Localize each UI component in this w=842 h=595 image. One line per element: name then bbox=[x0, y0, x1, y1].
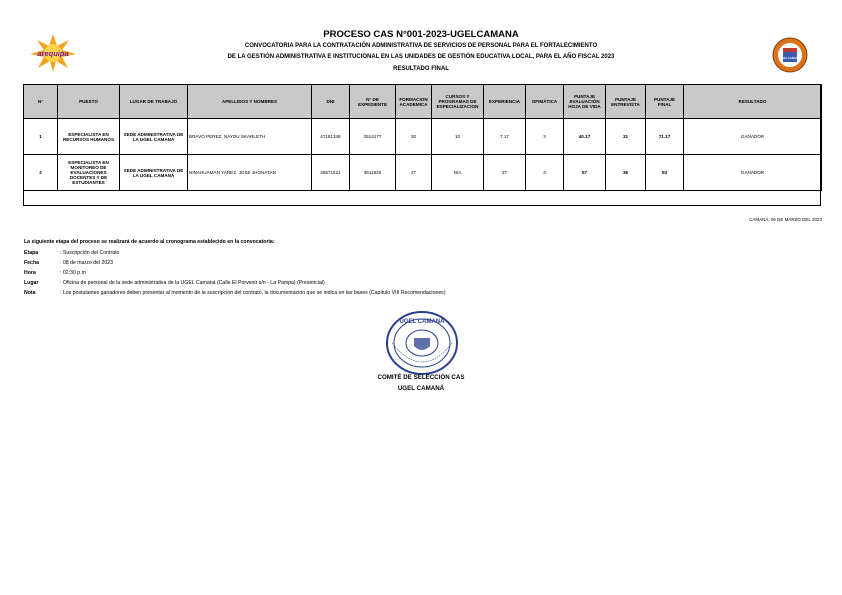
col-header-cursos: CURSOS Y PROGRAMAS DE ESPECIALIZACION bbox=[432, 85, 484, 119]
results-table bbox=[23, 84, 822, 191]
cell-resultado: GANADOR bbox=[684, 155, 822, 191]
col-header-apellidos: APELLIDOS Y NOMBRES bbox=[188, 85, 312, 119]
stage-value: : Suscripción del Contrato bbox=[60, 250, 120, 256]
time-value: : 02:30 p.m bbox=[60, 270, 86, 276]
cell-apellidos: NINAHUAMAN YAÑEZ, JOSE JHONATAN bbox=[188, 155, 312, 191]
cell-puntaje-final: 71.17 bbox=[646, 119, 684, 155]
committee-name: COMITÉ DE SELECCIÓN CAS bbox=[377, 374, 465, 381]
col-header-formacion: FORMACION ACADEMICA bbox=[396, 85, 432, 119]
cell-dni: 47191348 bbox=[312, 119, 350, 155]
table-row bbox=[24, 119, 822, 155]
time-label: Hora bbox=[24, 270, 36, 276]
date-value: : 08 de marzo del 2023 bbox=[60, 260, 114, 266]
cell-cursos: 10 bbox=[432, 119, 484, 155]
cell-number: 1 bbox=[24, 119, 58, 155]
cell-puesto: ESPECIALISTA EN MONITOREO DE EVALUACIONES DOCENTES Y DE ESTUDIANTES bbox=[58, 155, 120, 191]
cell-resultado: GANADOR bbox=[684, 119, 822, 155]
cell-puntaje-hoja: 40.17 bbox=[564, 119, 606, 155]
col-header-lugar: LUGAR DE TRABAJO bbox=[120, 85, 188, 119]
cell-puntaje-entrevista: 36 bbox=[606, 155, 646, 191]
stage-label: Etapa bbox=[24, 250, 39, 256]
arequipa-logo-text: arequipa bbox=[37, 49, 69, 58]
col-header-ofimatica: OFIMÁTICA bbox=[526, 85, 564, 119]
table-header-row bbox=[24, 85, 822, 119]
place-value: : Oficina de personal de la sede administrativa de la UGEL Camaná (Calle El Porvenir s/n - La Pampa) (Presencial) bbox=[60, 280, 325, 286]
cell-formacion: 20 bbox=[396, 119, 432, 155]
cell-formacion: 27 bbox=[396, 155, 432, 191]
cell-cursos: N/A bbox=[432, 155, 484, 191]
cell-experiencia: 27 bbox=[484, 155, 526, 191]
committee-org: UGEL CAMANÁ bbox=[397, 385, 445, 392]
col-header-dni: DNI bbox=[312, 85, 350, 119]
cell-dni: 46571521 bbox=[312, 155, 350, 191]
ugel-logo-text: UGEL CAMANÁ bbox=[780, 57, 800, 60]
col-header-puntaje-hoja: PUNTAJE EVALUACIÓN HOJA DE VIDA bbox=[564, 85, 606, 119]
place-label: Lugar bbox=[24, 280, 39, 286]
table-row bbox=[24, 155, 822, 191]
seal-text: UGEL CAMANÁ bbox=[399, 319, 445, 325]
subtitle-line-2: DE LA GESTIÓN ADMINISTRATIVA E INSTITUCIONAL EN LAS UNIDADES DE GESTIÓN EDUCATIVA LOCAL, PARA EL AÑO FISCAL 2023 bbox=[227, 54, 615, 60]
col-header-puesto: PUESTO bbox=[58, 85, 120, 119]
next-stage-intro: La siguiente etapa del proceso se realizará de acuerdo al cronograma establecido en la convocatoria: bbox=[24, 239, 275, 245]
cell-puntaje-entrevista: 31 bbox=[606, 119, 646, 155]
note-label: Nota bbox=[24, 290, 36, 296]
col-header-puntaje-final: PUNTAJE FINAL bbox=[646, 85, 684, 119]
cell-experiencia: 7.17 bbox=[484, 119, 526, 155]
cell-number: 2 bbox=[24, 155, 58, 191]
cell-puntaje-final: 93 bbox=[646, 155, 684, 191]
cell-expediente: 3514177 bbox=[350, 119, 396, 155]
page-title: PROCESO CAS N°001-2023-UGELCAMANA bbox=[323, 29, 519, 40]
col-header-puntaje-entrevista: PUNTAJE ENTREVISTA bbox=[606, 85, 646, 119]
date-line: CAMANÁ, 06 DE MARZO DEL 2023 bbox=[749, 217, 822, 222]
cell-puntaje-hoja: 57 bbox=[564, 155, 606, 191]
cell-ofimatica: 3 bbox=[526, 155, 564, 191]
col-header-experiencia: EXPERIENCIA bbox=[484, 85, 526, 119]
subtitle-result-final: RESULTADO FINAL bbox=[393, 66, 449, 72]
cell-puesto: ESPECIALISTA EN RECURSOS HUMANOS bbox=[58, 119, 120, 155]
col-header-number: N° bbox=[24, 85, 58, 119]
col-header-resultado: RESULTADO bbox=[684, 85, 822, 119]
cell-ofimatica: 3 bbox=[526, 119, 564, 155]
cell-lugar: SEDE ADMINISTRATIVA DE LA UGEL CAMANÁ bbox=[120, 119, 188, 155]
col-header-expediente: N° DE EXPEDIENTE bbox=[350, 85, 396, 119]
cell-apellidos: BRAVO PEREZ, NAYDU SKARLETH bbox=[188, 119, 312, 155]
note-value: : Los postulantes ganadores deben presentar al momento de la suscripción del contrato, la documentación que se indica en las bases (Capítulo VIII Recomendaciones) bbox=[60, 290, 446, 296]
cell-expediente: 3511925 bbox=[350, 155, 396, 191]
date-label: Fecha bbox=[24, 260, 39, 266]
subtitle-line-1: CONVOCATORIA PARA LA CONTRATACIÓN ADMINISTRATIVA DE SERVICIOS DE PERSONAL PARA EL FORTALECIMIENTO bbox=[244, 43, 598, 49]
ugel-seal-stamp bbox=[384, 310, 460, 376]
cell-lugar: SEDE ADMINISTRATIVA DE LA UGEL CAMANÁ bbox=[120, 155, 188, 191]
